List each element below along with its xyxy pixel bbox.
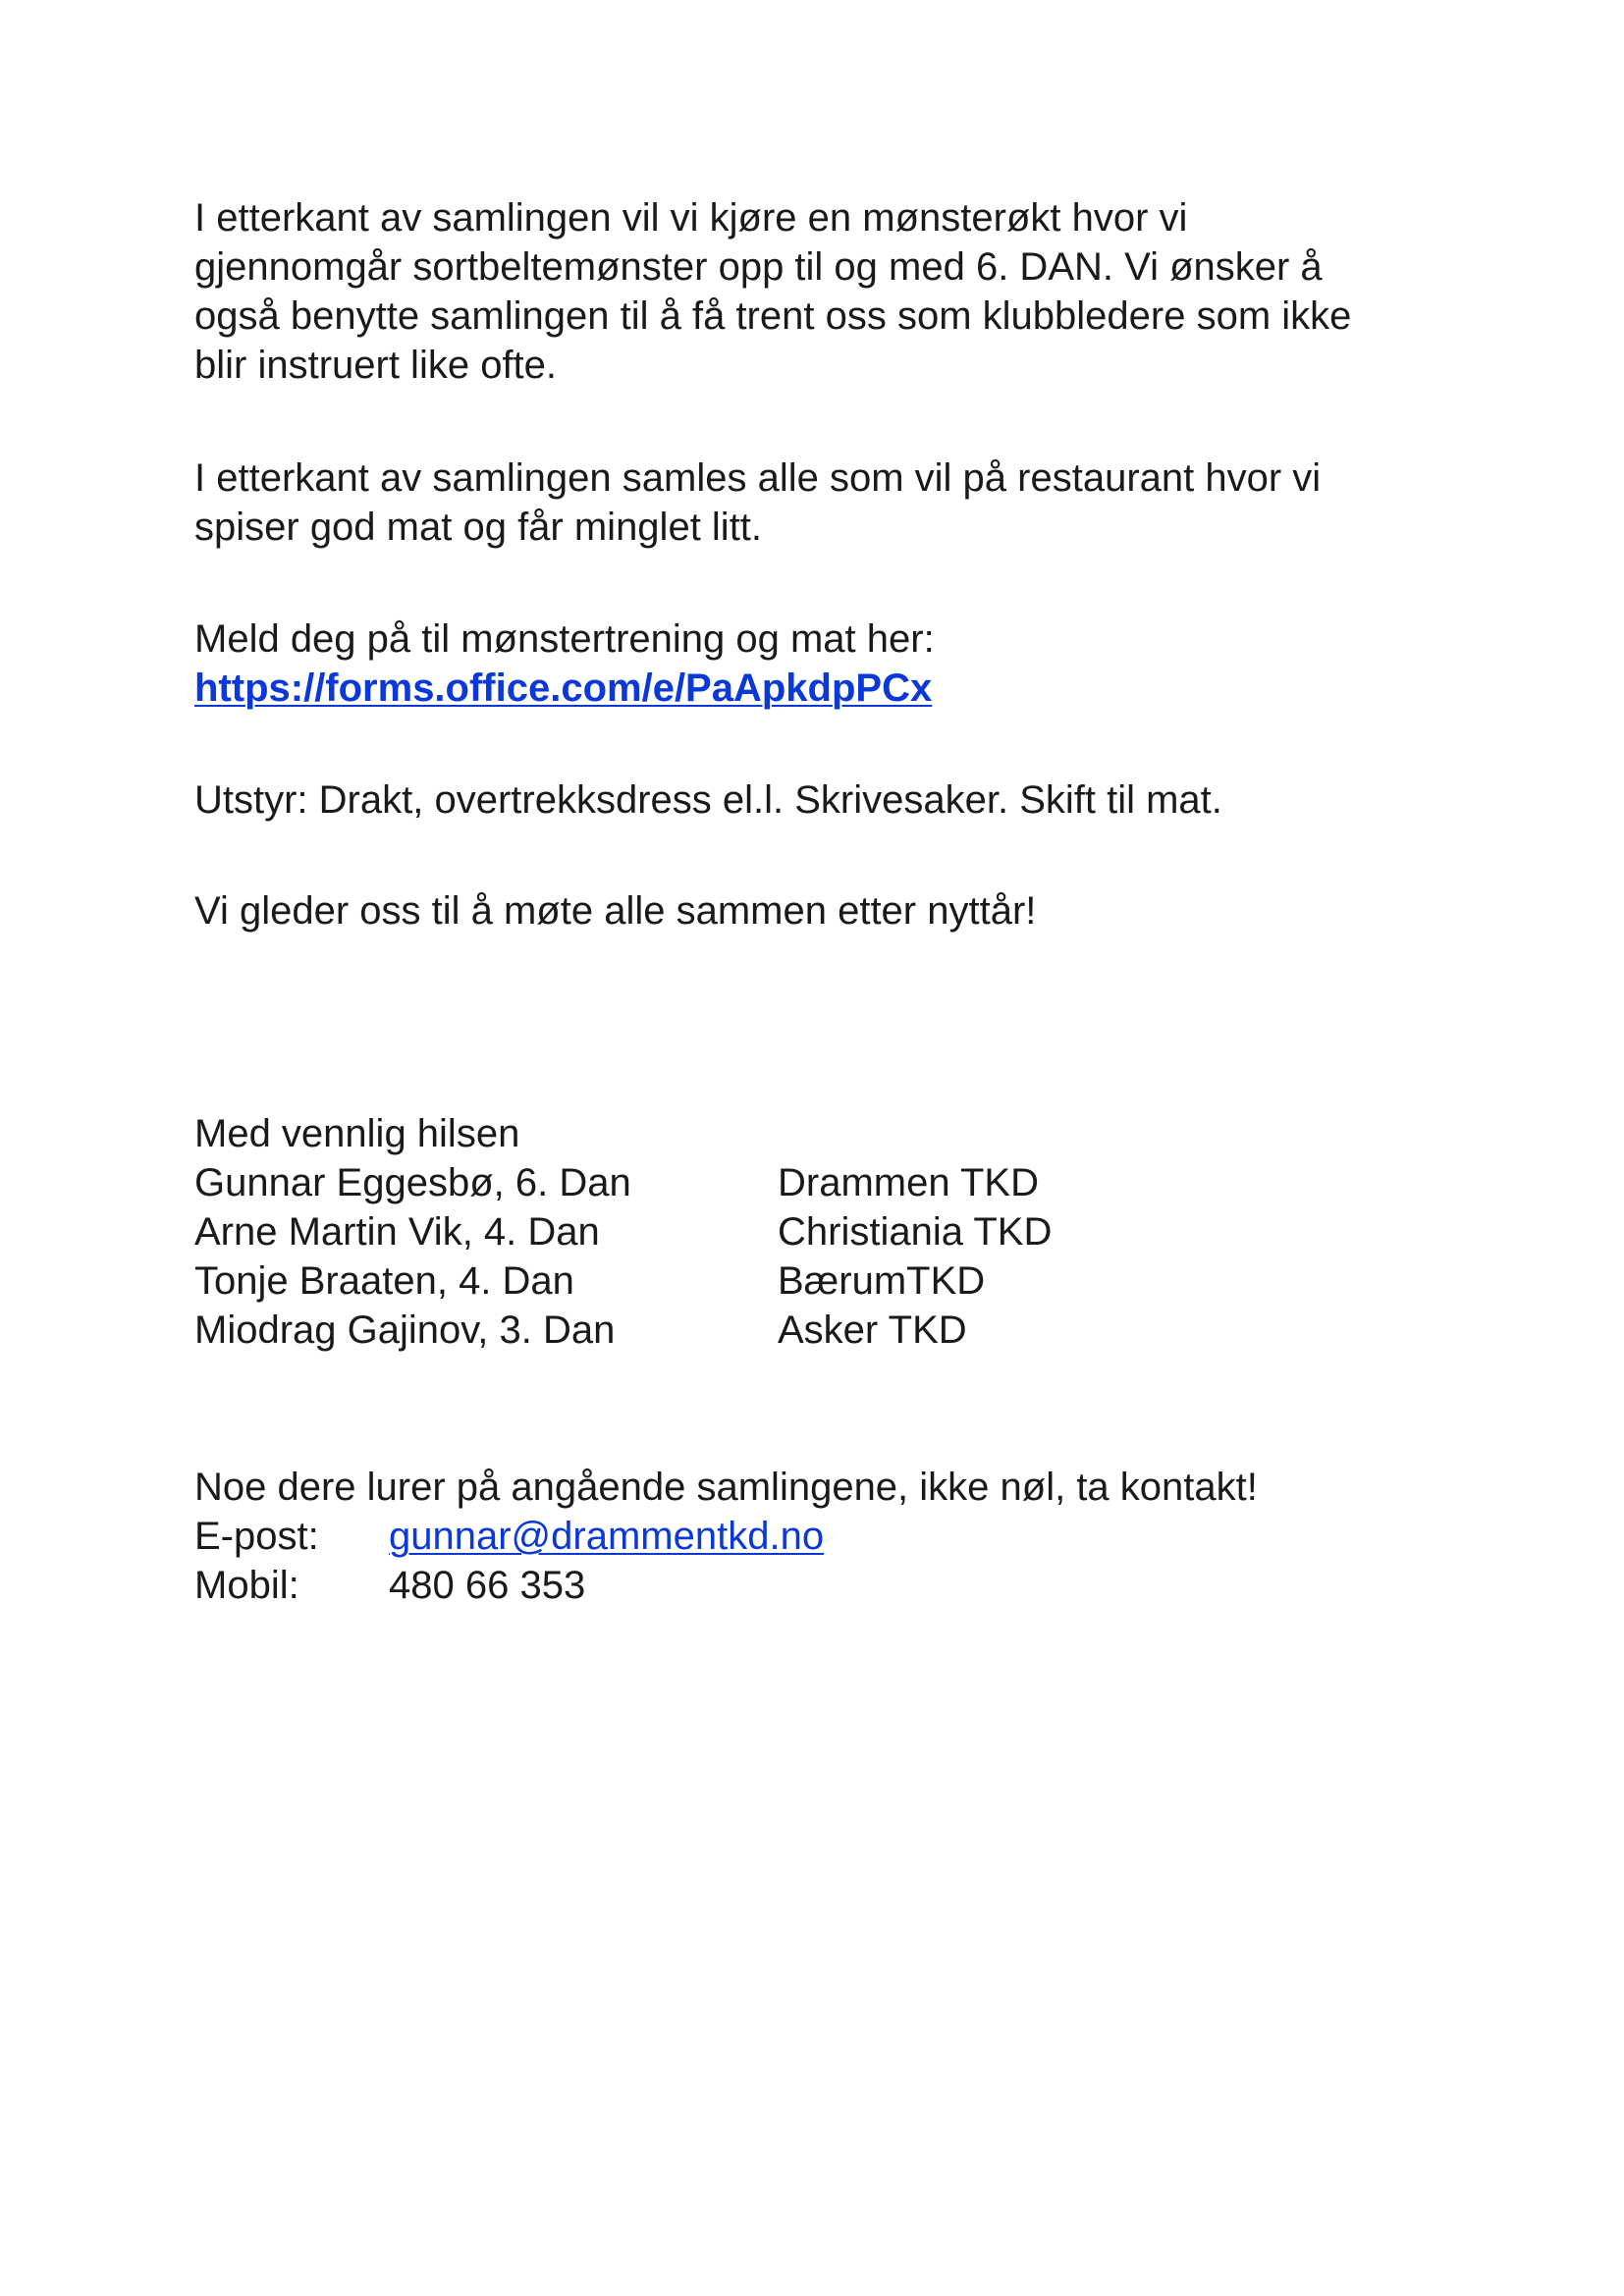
paragraph-line: gjennomgår sortbeltemønster opp til og med 6. DAN. Vi ønsker å xyxy=(194,245,1323,289)
signatory-club: BærumTKD xyxy=(778,1259,986,1303)
paragraph-line: I etterkant av samlingen samles alle som vil på restaurant hvor vi xyxy=(194,456,1322,500)
phone-row xyxy=(194,1561,1471,1610)
paragraph-line: blir instruert like ofte. xyxy=(194,344,558,387)
closing-line xyxy=(194,886,1471,935)
email-row xyxy=(194,1512,1471,1561)
paragraph-line: I etterkant av samlingen vil vi kjøre en mønsterøkt hvor vi xyxy=(194,196,1188,240)
signup-link[interactable]: https://forms.office.com/e/PaApkdpPCx xyxy=(194,667,933,710)
contact-intro: Noe dere lurer på angående samlingene, ikke nøl, ta kontakt! xyxy=(194,1466,1258,1509)
signatory-club: Drammen TKD xyxy=(778,1161,1039,1204)
signature-block xyxy=(194,1109,1471,1355)
equipment-text: Utstyr: Drakt, overtrekksdress el.l. Skrivesaker. Skift til mat. xyxy=(194,778,1222,822)
signatory-name: Arne Martin Vik, 4. Dan xyxy=(194,1210,600,1254)
signatory-name: Tonje Braaten, 4. Dan xyxy=(194,1259,574,1303)
signup-text: Meld deg på til mønstertrening og mat her: xyxy=(194,617,935,661)
signatory-club: Asker TKD xyxy=(778,1308,967,1352)
paragraph-restaurant xyxy=(194,454,1471,552)
paragraph-line: spiser god mat og får minglet litt. xyxy=(194,506,763,549)
paragraph-pattern-session xyxy=(194,193,1471,390)
signature-row xyxy=(194,1207,1471,1256)
phone-number: 480 66 353 xyxy=(389,1564,586,1607)
signup-section xyxy=(194,614,1471,713)
equipment-line xyxy=(194,775,1471,825)
signatory-name: Miodrag Gajinov, 3. Dan xyxy=(194,1308,616,1352)
signature-row xyxy=(194,1158,1471,1207)
signature-row xyxy=(194,1256,1471,1306)
paragraph-line: også benytte samlingen til å få trent oss som klubbledere som ikke xyxy=(194,294,1352,338)
signatory-club: Christiania TKD xyxy=(778,1210,1053,1254)
email-link[interactable]: gunnar@drammentkd.no xyxy=(389,1515,825,1558)
signatory-name: Gunnar Eggesbø, 6. Dan xyxy=(194,1161,631,1204)
signature-row xyxy=(194,1306,1471,1355)
greeting: Med vennlig hilsen xyxy=(194,1112,520,1155)
contact-block xyxy=(194,1463,1471,1610)
closing-text: Vi gleder oss til å møte alle sammen etter nyttår! xyxy=(194,889,1037,933)
phone-label: Mobil: xyxy=(194,1564,299,1607)
email-label: E-post: xyxy=(194,1515,319,1558)
